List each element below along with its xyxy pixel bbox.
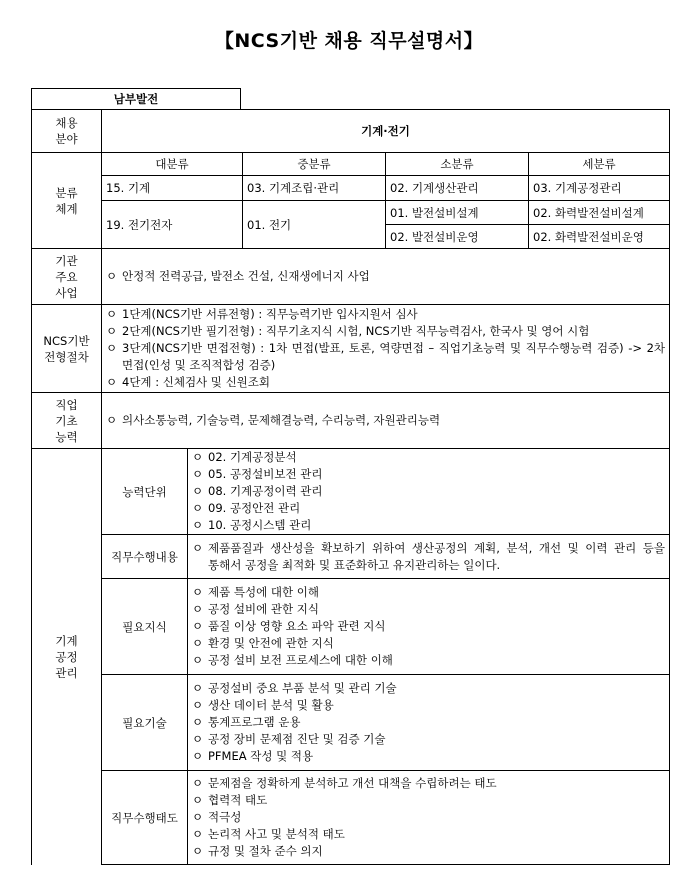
org-business-row [32, 249, 670, 305]
list-item [192, 652, 665, 669]
list-item-text: 제품 특성에 대한 이해 [208, 585, 319, 599]
classification-middle: 03. 기계조립·관리 [243, 176, 386, 201]
list-item [192, 826, 665, 843]
job-knowledge-list [192, 584, 665, 669]
bullet-icon: ㅇ [192, 636, 204, 650]
basic-ability-label: 직업 기초 능력 [32, 393, 102, 449]
job-description-table [31, 109, 670, 865]
job-units-label: 능력단위 [102, 449, 188, 535]
list-item [192, 618, 665, 635]
list-item-text: 공정설비 중요 부품 분석 및 관리 기술 [208, 681, 397, 695]
classification-minor: 02. 발전설비운영 [386, 225, 529, 249]
basic-ability-content [102, 393, 670, 449]
list-item-text: 협력적 태도 [208, 793, 268, 807]
list-item-text: 논리적 사고 및 분석적 태도 [208, 827, 345, 841]
list-item [192, 731, 665, 748]
list-item-text: 08. 기계공정이력 관리 [208, 484, 323, 498]
bullet-icon: ㅇ [192, 602, 204, 616]
classification-middle: 01. 전기 [243, 201, 386, 249]
list-item-text: 적극성 [208, 810, 242, 824]
list-item-text: 공정 설비 보전 프로세스에 대한 이해 [208, 653, 393, 667]
list-item [192, 584, 665, 601]
list-item [192, 500, 665, 517]
list-item-text: 안정적 전력공급, 발전소 건설, 신재생에너지 사업 [122, 269, 370, 283]
list-item-text: 05. 공정설비보전 관리 [208, 467, 323, 481]
job-skills-list [192, 680, 665, 765]
list-item-text: 공정 장비 문제점 진단 및 검증 기술 [208, 732, 386, 746]
job-content-content [188, 535, 670, 579]
company-name: 남부발전 [31, 88, 241, 109]
bullet-icon: ㅇ [106, 269, 118, 283]
list-item [106, 268, 665, 285]
list-item [192, 483, 665, 500]
job-attitude-content [188, 771, 670, 865]
bullet-icon: ㅇ [192, 585, 204, 599]
list-item [106, 306, 665, 323]
job-label: 기계 공정 관리 [32, 449, 102, 865]
job-attitude-label: 직무수행태도 [102, 771, 188, 865]
org-business-label: 기관 주요 사업 [32, 249, 102, 305]
list-item-text: 공정 설비에 관한 지식 [208, 602, 319, 616]
page-title: 【NCS기반 채용 직무설명서】 [214, 30, 484, 52]
bullet-icon: ㅇ [192, 715, 204, 729]
classification-minor: 02. 기계생산관리 [386, 176, 529, 201]
basic-ability-list [106, 412, 665, 429]
bullet-icon: ㅇ [192, 776, 204, 790]
classification-detail: 03. 기계공정관리 [529, 176, 670, 201]
bullet-icon: ㅇ [192, 732, 204, 746]
list-item-text: 환경 및 안전에 관한 지식 [208, 636, 334, 650]
bullet-icon: ㅇ [192, 653, 204, 667]
classification-major: 19. 전기전자 [102, 201, 243, 249]
list-item [192, 517, 665, 534]
list-item-text: 제품품질과 생산성을 확보하기 위하여 생산공정의 계획, 분석, 개선 및 이력 관리 등을 통해서 공정을 최적화 및 표준화하고 유지관리하는 일이다. [208, 540, 665, 572]
classification-label: 분류 체계 [32, 153, 102, 249]
classification-header-major: 대분류 [102, 153, 243, 176]
job-content-label: 직무수행내용 [102, 535, 188, 579]
recruit-field-label: 채용 분야 [32, 110, 102, 153]
list-item [106, 412, 665, 429]
bullet-icon: ㅇ [192, 681, 204, 695]
list-item-text: 02. 기계공정분석 [208, 450, 297, 464]
list-item-text: 생산 데이터 분석 및 활용 [208, 698, 334, 712]
list-item-text: 의사소통능력, 기술능력, 문제해결능력, 수리능력, 자원관리능력 [122, 413, 441, 427]
job-knowledge-row [32, 579, 670, 675]
classification-header-detail: 세분류 [529, 153, 670, 176]
list-item [192, 843, 665, 860]
classification-row [32, 201, 670, 225]
classification-header-middle: 중분류 [243, 153, 386, 176]
list-item [192, 635, 665, 652]
bullet-icon: ㅇ [192, 484, 204, 498]
process-label: NCS기반 전형절차 [32, 305, 102, 393]
job-knowledge-label: 필요지식 [102, 579, 188, 675]
list-item [192, 449, 665, 466]
recruit-field-row [32, 110, 670, 153]
job-units-list [192, 449, 665, 534]
list-item [192, 748, 665, 765]
classification-detail: 02. 화력발전설비운영 [529, 225, 670, 249]
process-row [32, 305, 670, 393]
bullet-icon: ㅇ [192, 749, 204, 763]
list-item [192, 792, 665, 809]
list-item-text: 품질 이상 영향 요소 파악 관련 지식 [208, 619, 386, 633]
list-item-text: PFMEA 작성 및 적용 [208, 749, 314, 763]
list-item [192, 809, 665, 826]
classification-minor: 01. 발전설비설계 [386, 201, 529, 225]
list-item [192, 540, 665, 574]
job-skills-content [188, 675, 670, 771]
classification-header-row [32, 153, 670, 176]
list-item-text: 3단계(NCS기반 면접전형) : 1차 면접(발표, 토론, 역량면접 – 직업기초능력 및 직무수행능력 검증) -> 2차 면접(인성 및 조직적합성 검증) [122, 341, 665, 372]
bullet-icon: ㅇ [192, 467, 204, 481]
job-skills-label: 필요기술 [102, 675, 188, 771]
job-attitude-list [192, 775, 665, 860]
list-item-text: 09. 공정안전 관리 [208, 501, 301, 515]
job-content-row [32, 535, 670, 579]
list-item [192, 466, 665, 483]
classification-row [32, 176, 670, 201]
job-attitude-row [32, 771, 670, 865]
classification-detail: 02. 화력발전설비설계 [529, 201, 670, 225]
basic-ability-row [32, 393, 670, 449]
list-item [106, 323, 665, 340]
bullet-icon: ㅇ [106, 307, 118, 321]
list-item [106, 340, 665, 374]
list-item [192, 680, 665, 697]
bullet-icon: ㅇ [192, 501, 204, 515]
bullet-icon: ㅇ [192, 450, 204, 464]
list-item-text: 10. 공정시스템 관리 [208, 518, 312, 532]
classification-header-minor: 소분류 [386, 153, 529, 176]
list-item-text: 통계프로그램 운용 [208, 715, 301, 729]
bullet-icon: ㅇ [192, 540, 204, 555]
bullet-icon: ㅇ [106, 324, 118, 338]
list-item [192, 601, 665, 618]
process-list [106, 306, 665, 391]
bullet-icon: ㅇ [106, 375, 118, 389]
list-item [192, 697, 665, 714]
org-business-content [102, 249, 670, 305]
bullet-icon: ㅇ [192, 844, 204, 858]
bullet-icon: ㅇ [106, 413, 118, 427]
list-item [192, 775, 665, 792]
bullet-icon: ㅇ [192, 698, 204, 712]
bullet-icon: ㅇ [106, 341, 118, 355]
job-units-content [188, 449, 670, 535]
process-content [102, 305, 670, 393]
list-item-text: 1단계(NCS기반 서류전형) : 직무능력기반 입사지원서 심사 [122, 307, 418, 321]
list-item-text: 4단계 : 신체검사 및 신원조회 [122, 375, 271, 389]
bullet-icon: ㅇ [192, 810, 204, 824]
list-item [192, 714, 665, 731]
classification-major: 15. 기계 [102, 176, 243, 201]
bullet-icon: ㅇ [192, 793, 204, 807]
list-item-text: 규정 및 절차 준수 의지 [208, 844, 323, 858]
list-item-text: 문제점을 정확하게 분석하고 개선 대책을 수립하려는 태도 [208, 776, 497, 790]
list-item-text: 2단계(NCS기반 필기전형) : 직무기초지식 시험, NCS기반 직무능력검사, 한국사 및 영어 시험 [122, 324, 590, 338]
job-skills-row [32, 675, 670, 771]
bullet-icon: ㅇ [192, 518, 204, 532]
org-business-list [106, 268, 665, 285]
recruit-field-value: 기계·전기 [102, 110, 670, 153]
job-knowledge-content [188, 579, 670, 675]
bullet-icon: ㅇ [192, 827, 204, 841]
job-units-row [32, 449, 670, 535]
job-content-list [192, 540, 665, 574]
list-item [106, 374, 665, 391]
bullet-icon: ㅇ [192, 619, 204, 633]
